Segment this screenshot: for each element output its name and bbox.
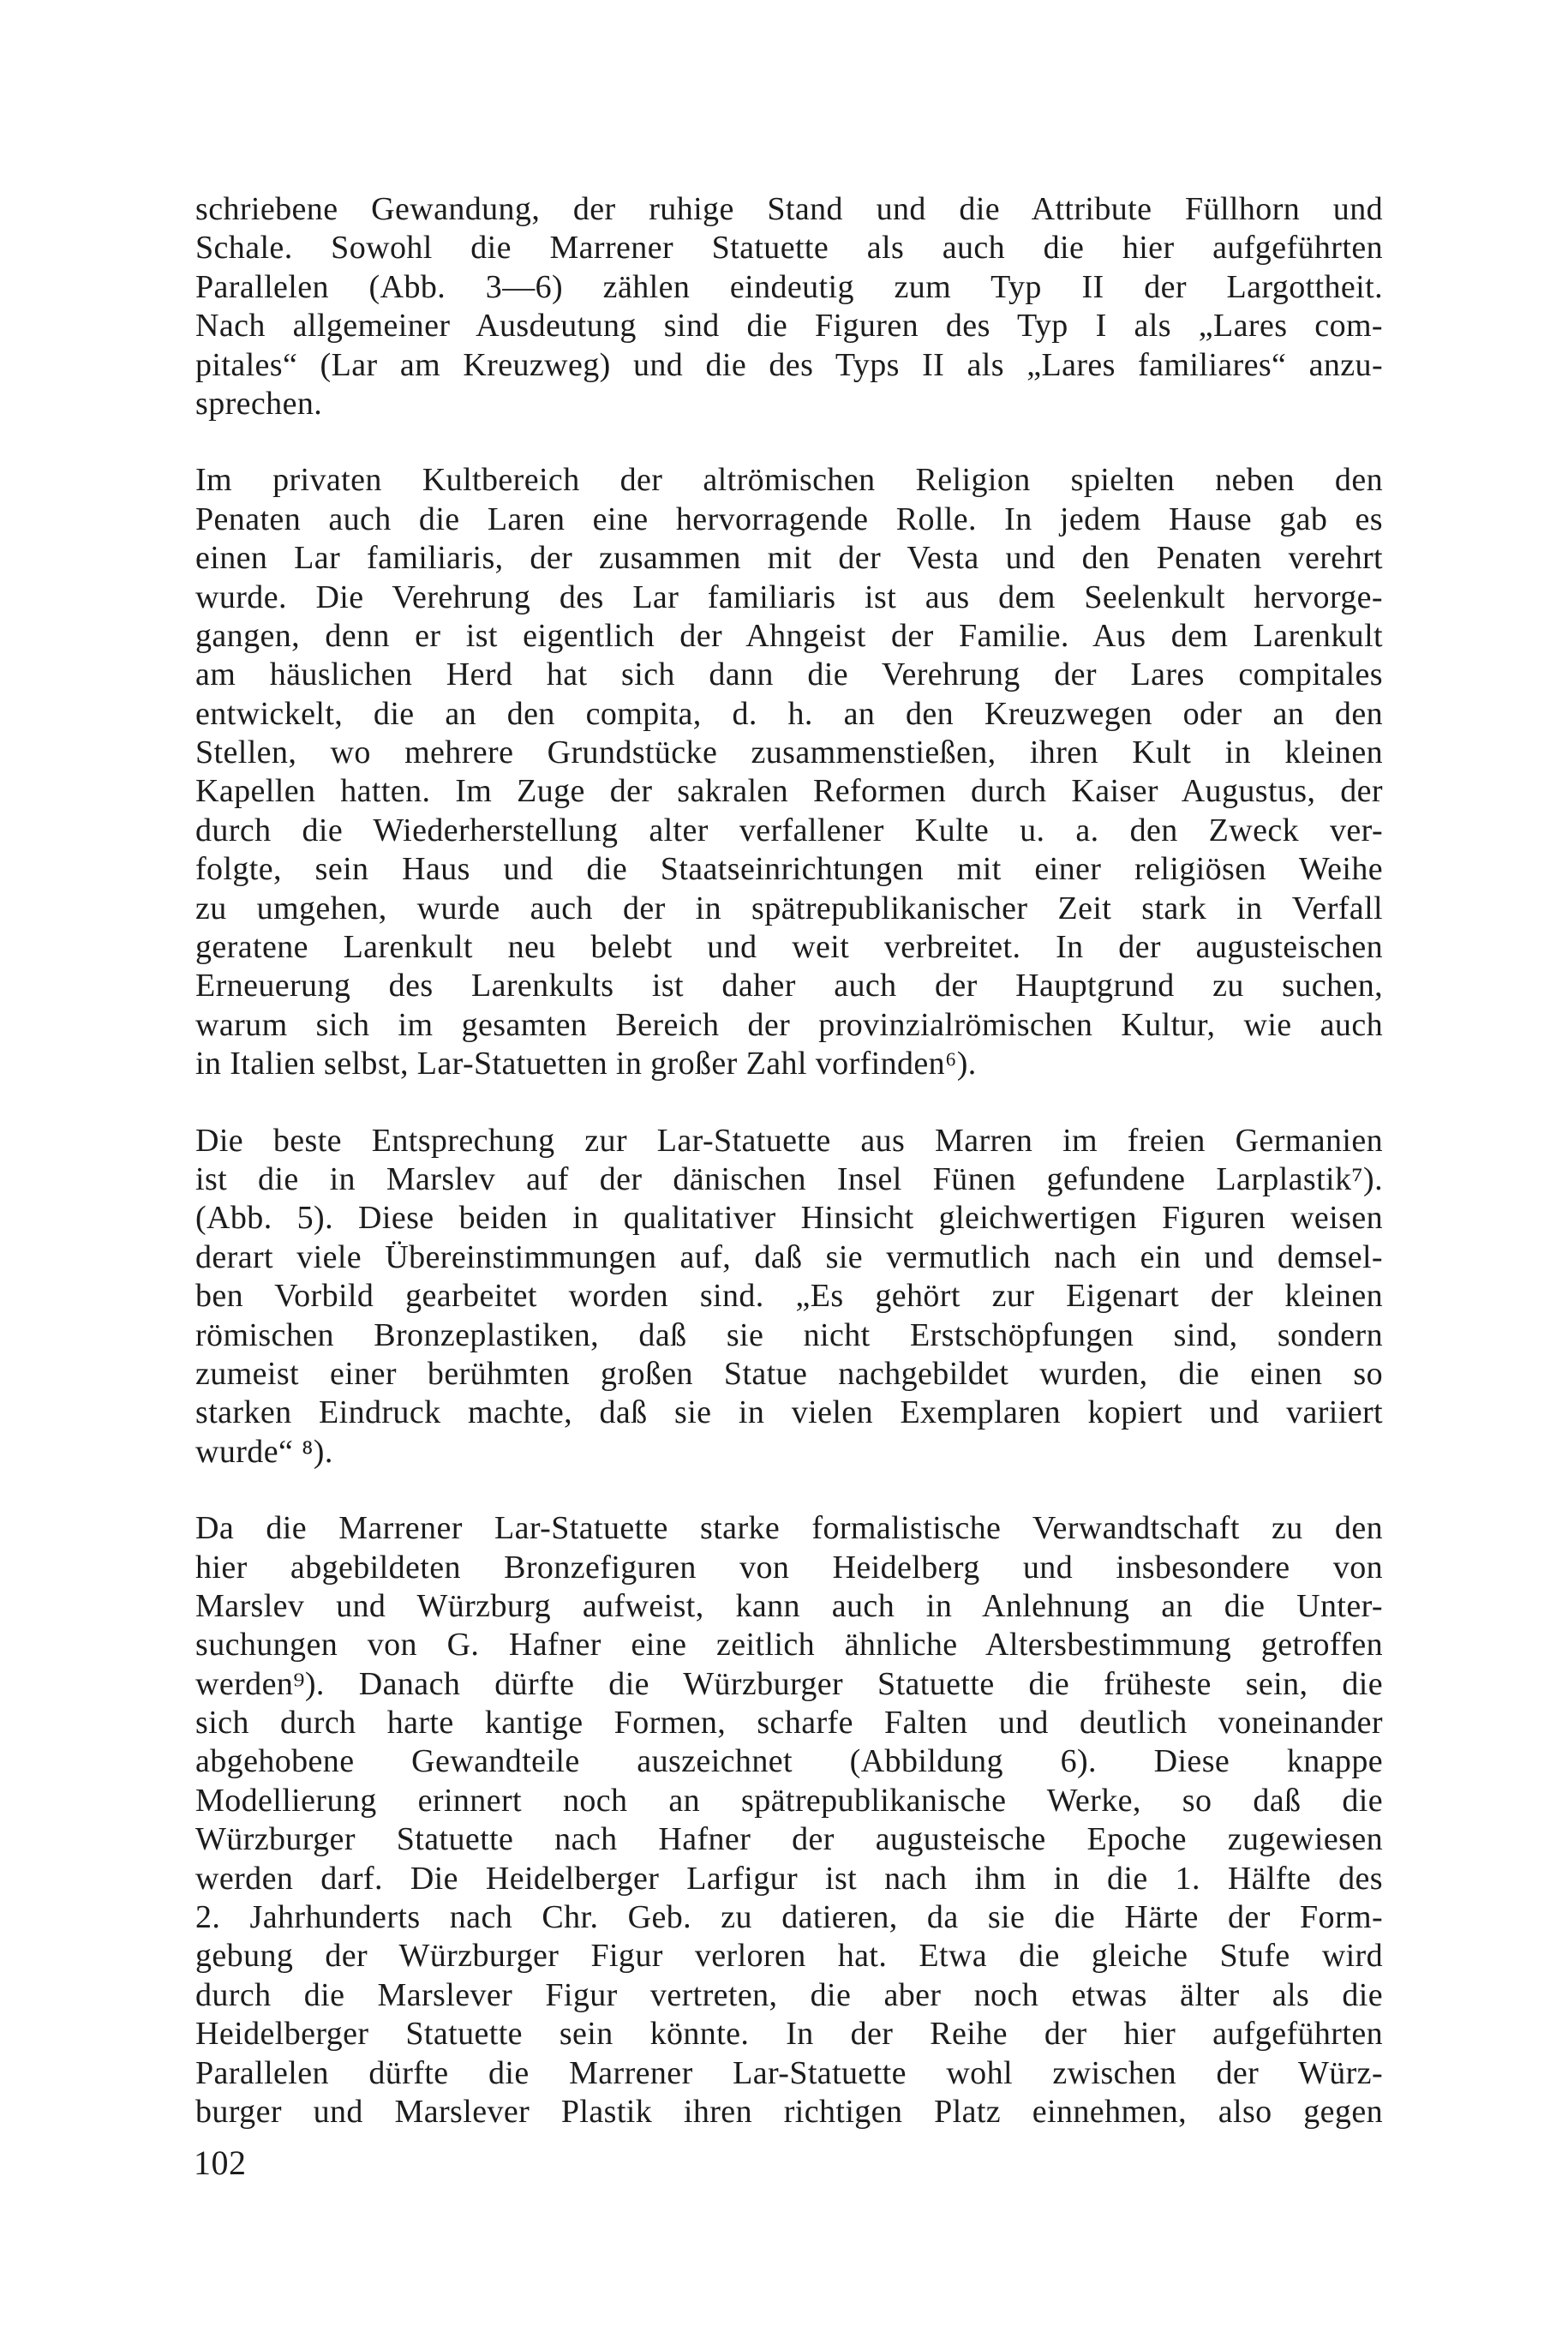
text-line: sich durch harte kantige Formen, scharfe Falten und deutlich voneinander: [195, 1705, 1383, 1742]
text-line: werden⁹). Danach dürfte die Würzburger Statuette die früheste sein, die: [195, 1665, 1383, 1702]
paragraph: [195, 190, 1383, 423]
text-line: werden darf. Die Heidelberger Larfigur ist nach ihm in die 1. Hälfte des: [195, 1860, 1383, 1897]
text-line: Im privaten Kultbereich der altrömischen Religion spielten neben den: [195, 462, 1383, 499]
text-line: ist die in Marslev auf der dänischen Insel Fünen gefundene Larplastik⁷).: [195, 1160, 1383, 1197]
paragraph: [195, 1509, 1383, 2131]
text-line: schriebene Gewandung, der ruhige Stand und die Attribute Füllhorn und: [195, 191, 1383, 227]
text-line: ben Vorbild gearbeitet worden sind. „Es gehört zur Eigenart der kleinen: [195, 1278, 1383, 1315]
text-line: 2. Jahrhunderts nach Chr. Geb. zu datieren, da sie die Härte der Form-: [195, 1899, 1383, 1936]
text-line: pitales“ (Lar am Kreuzweg) und die des Typs II als „Lares familiares“ anzu-: [195, 346, 1383, 383]
text-line: abgehobene Gewandteile auszeichnet (Abbildung 6). Diese knappe: [195, 1743, 1383, 1780]
text-line: Schale. Sowohl die Marrener Statuette als auch die hier aufgeführten: [195, 230, 1383, 267]
text-line: burger und Marslever Plastik ihren richtigen Platz einnehmen, also gegen: [195, 2093, 1383, 2130]
text-line: wurde“ ⁸).: [195, 1433, 333, 1470]
text-line: Modellierung erinnert noch an spätrepublikanische Werke, so daß die: [195, 1782, 1383, 1819]
text-line: zu umgehen, wurde auch der in spätrepublikanischer Zeit stark in Verfall: [195, 890, 1383, 926]
text-line: Penaten auch die Laren eine hervorragende Rolle. In jedem Hause gab es: [195, 501, 1383, 537]
text-line: folgte, sein Haus und die Staatseinrichtungen mit einer religiösen Weihe: [195, 851, 1383, 888]
text-line: am häuslichen Herd hat sich dann die Verehrung der Lares compitales: [195, 656, 1383, 693]
text-line: entwickelt, die an den compita, d. h. an den Kreuzwegen oder an den: [195, 695, 1383, 732]
text-line: gangen, denn er ist eigentlich der Ahngeist der Familie. Aus dem Larenkult: [195, 617, 1383, 654]
text-line: Parallelen dürfte die Marrener Lar-Statuette wohl zwischen der Würz-: [195, 2054, 1383, 2091]
paragraph: [195, 1122, 1383, 1472]
text-line: Nach allgemeiner Ausdeutung sind die Figuren des Typ I als „Lares com-: [195, 308, 1383, 345]
body-text: [195, 190, 1383, 2131]
text-line: starken Eindruck machte, daß sie in vielen Exemplaren kopiert und variiert: [195, 1394, 1383, 1431]
text-line: durch die Marslever Figur vertreten, die aber noch etwas älter als die: [195, 1976, 1383, 2013]
text-line: Würzburger Statuette nach Hafner der augusteische Epoche zugewiesen: [195, 1821, 1383, 1858]
text-line: Parallelen (Abb. 3—6) zählen eindeutig zum Typ II der Largottheit.: [195, 268, 1383, 305]
text-line: Stellen, wo mehrere Grundstücke zusammenstießen, ihren Kult in kleinen: [195, 734, 1383, 771]
text-line: sprechen.: [195, 385, 323, 422]
text-line: Heidelberger Statuette sein könnte. In der Reihe der hier aufgeführten: [195, 2016, 1383, 2053]
text-line: einen Lar familiaris, der zusammen mit der Vesta und den Penaten verehrt: [195, 540, 1383, 577]
text-line: Da die Marrener Lar-Statuette starke formalistische Verwandtschaft zu den: [195, 1510, 1383, 1547]
page-number: 102: [194, 2143, 247, 2182]
text-line: durch die Wiederherstellung alter verfallener Kulte u. a. den Zweck ver-: [195, 812, 1383, 848]
text-line: römischen Bronzeplastiken, daß sie nicht Erstschöpfungen sind, sondern: [195, 1316, 1383, 1353]
text-line: Kapellen hatten. Im Zuge der sakralen Reformen durch Kaiser Augustus, der: [195, 773, 1383, 810]
text-line: wurde. Die Verehrung des Lar familiaris ist aus dem Seelenkult hervorge-: [195, 579, 1383, 615]
text-line: in Italien selbst, Lar-Statuetten in großer Zahl vorfinden⁶).: [195, 1046, 977, 1082]
paragraph: [195, 461, 1383, 1083]
text-line: gebung der Würzburger Figur verloren hat. Etwa die gleiche Stufe wird: [195, 1938, 1383, 1975]
text-line: Die beste Entsprechung zur Lar-Statuette aus Marren im freien Germanien: [195, 1122, 1383, 1159]
text-line: Erneuerung des Larenkults ist daher auch der Hauptgrund zu suchen,: [195, 968, 1383, 1004]
text-line: hier abgebildeten Bronzefiguren von Heidelberg und insbesondere von: [195, 1549, 1383, 1586]
text-line: derart viele Übereinstimmungen auf, daß sie vermutlich nach ein und demsel-: [195, 1238, 1383, 1275]
text-line: warum sich im gesamten Bereich der provinzialrömischen Kultur, wie auch: [195, 1006, 1383, 1043]
text-line: zumeist einer berühmten großen Statue nachgebildet wurden, die einen so: [195, 1355, 1383, 1392]
text-line: suchungen von G. Hafner eine zeitlich ähnliche Altersbestimmung getroffen: [195, 1627, 1383, 1664]
text-line: (Abb. 5). Diese beiden in qualitativer Hinsicht gleichwertigen Figuren weisen: [195, 1200, 1383, 1237]
text-line: Marslev und Würzburg aufweist, kann auch in Anlehnung an die Unter-: [195, 1587, 1383, 1624]
text-line: geratene Larenkult neu belebt und weit verbreitet. In der augusteischen: [195, 929, 1383, 966]
